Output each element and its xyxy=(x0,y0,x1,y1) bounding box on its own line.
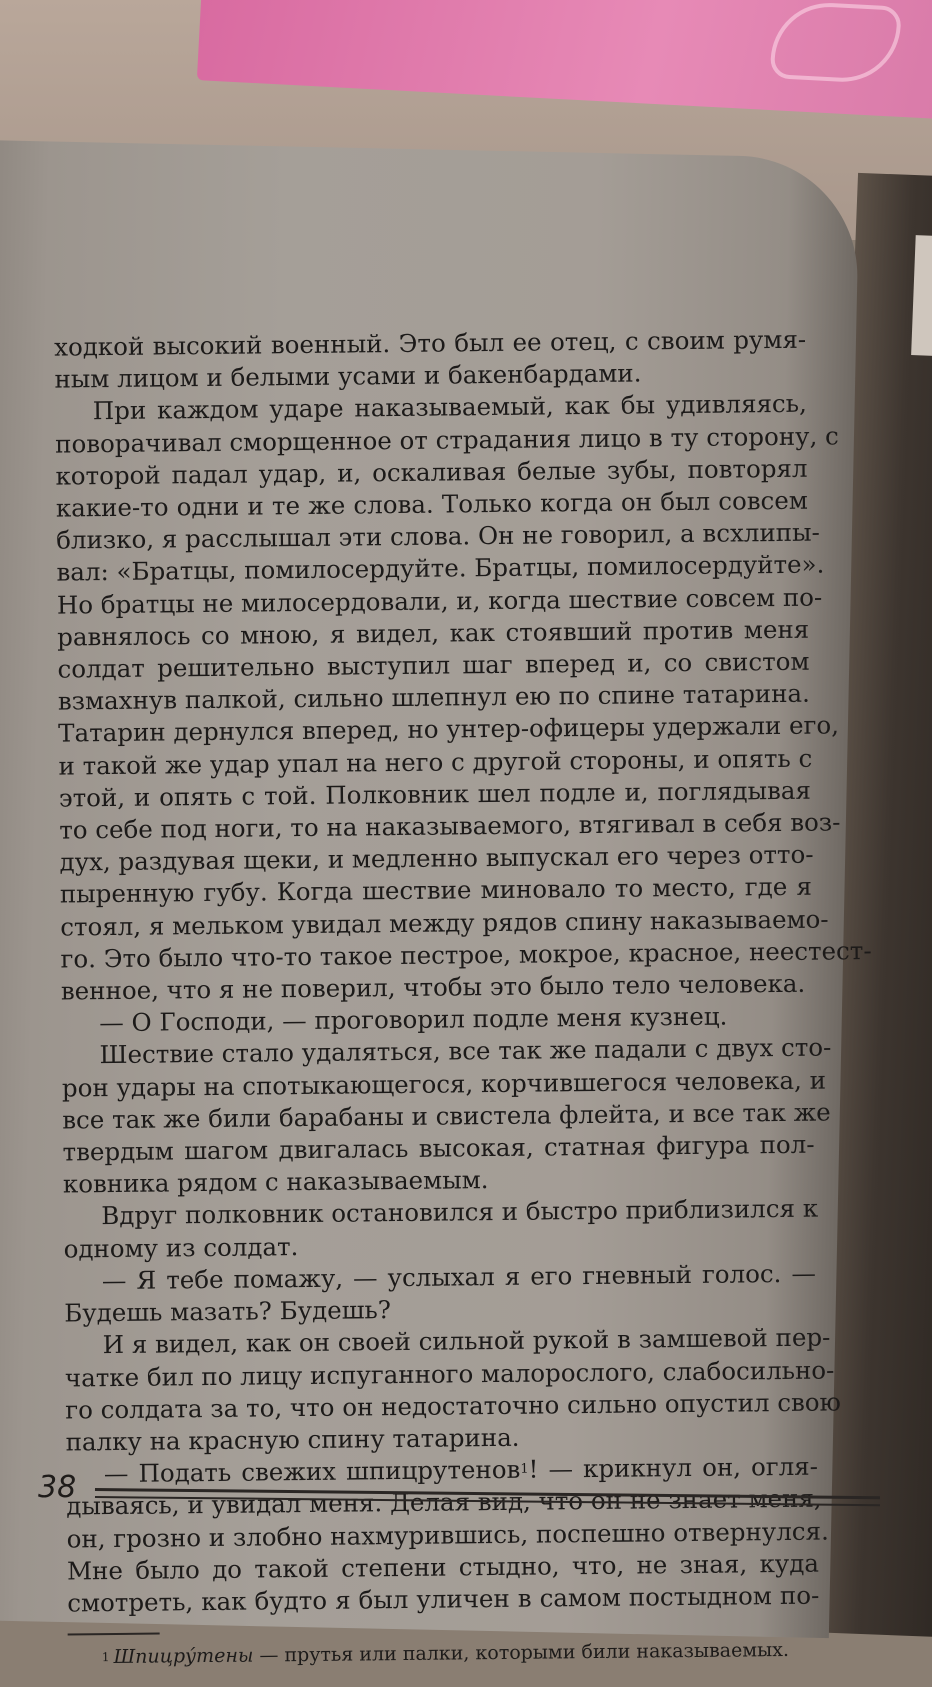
text-line: ковника рядом с наказываемым. xyxy=(62,1165,489,1199)
text-line: ным лицом и белыми усами и бакенбардами. xyxy=(54,358,642,394)
text-line: дух, раздувая щеки, и медленно выпускал его через отто- xyxy=(59,839,814,877)
text-line: вал: «Братцы, помилосердуйте. Братцы, помилосердуйте». xyxy=(56,549,825,587)
text-line: ходкой высокий военный. Это был ее отец, с своим румя- xyxy=(54,324,807,362)
text-line: рон удары на спотыкающегося, корчившегося человека, и xyxy=(61,1065,827,1103)
text-segment: — Подать свежих шпицрутенов xyxy=(103,1454,521,1489)
text-line: го солдата за то, что он недостаточно сильно опустил свою xyxy=(65,1387,842,1425)
footnote xyxy=(68,1638,820,1670)
text-line: — Я тебе помажу, — услыхал я его гневный голос. — xyxy=(101,1258,817,1296)
text-line: Будешь мазать? Будешь? xyxy=(64,1295,392,1328)
text-line: Шествие стало удаляться, все так же падали с двух сто- xyxy=(99,1032,832,1070)
book-page xyxy=(0,140,872,1669)
text-line: солдат решительно выступил шаг вперед и, со свистом xyxy=(57,646,810,684)
text-line: которой падал удар, и, оскаливая белые зубы, повторял xyxy=(55,453,808,491)
text-line: смотреть, как будто я был уличен в самом постыдном по- xyxy=(67,1580,820,1618)
text-line: стоял, я мельком увидал между рядов спину наказываемо- xyxy=(60,904,829,942)
text-segment: ! — крикнул он, огля- xyxy=(528,1451,819,1484)
text-line: Татарин дернулся вперед, но унтер-офицеры удержали его, xyxy=(58,710,840,749)
text-line: какие-то одни и те же слова. Только когда он был совсем xyxy=(55,485,808,523)
footnote-term: Шпицру́тены xyxy=(113,1644,254,1669)
text-line: го. Это было что-то такое пестрое, мокрое, красное, неестест- xyxy=(60,935,872,974)
text-line: Но братцы не милосердовали, и, когда шествие совсем по- xyxy=(56,582,823,620)
footnote-divider xyxy=(68,1633,160,1636)
text-line: Мне было до такой степени стыдно, что, не зная, куда xyxy=(66,1548,820,1586)
text-line: палку на красную спину татарина. xyxy=(65,1422,520,1457)
text-line: венное, что я не поверил, чтобы это было тело человека. xyxy=(60,968,806,1006)
text-line: одному из солдат. xyxy=(63,1231,299,1264)
text-line: взмахнув палкой, сильно шлепнул ею по спине татарина. xyxy=(57,678,810,716)
text-line: пыренную губу. Когда шествие миновало то место, где я xyxy=(59,872,813,910)
cover-decoration xyxy=(770,0,902,85)
text-line: то себе под ноги, то на наказываемого, втягивал в себя воз- xyxy=(59,807,841,845)
text-line: Вдруг полковник остановился и быстро приблизился к xyxy=(101,1194,819,1231)
text-line: И я видел, как он своей сильной рукой в замшевой пер- xyxy=(102,1322,831,1360)
footnote-text: — прутья или палки, которыми били наказываемых. xyxy=(253,1639,790,1667)
text-line: этой, и опять с той. Полковник шел подле и, поглядывая xyxy=(58,775,811,813)
text-line: При каждом ударе наказываемый, как бы удивляясь, xyxy=(92,389,807,426)
text-line: близко, я расслышал эти слова. Он не говорил, а всхлипы- xyxy=(56,517,820,555)
footnote-ref: 1 xyxy=(520,1461,529,1477)
text-line: и такой же удар упал на него с другой стороны, и опять с xyxy=(58,743,813,781)
adjacent-book-page xyxy=(911,235,932,357)
text-line: равнялось со мною, я видел, как стоявший против меня xyxy=(57,614,810,652)
text-line: все так же били барабаны и свистела флейта, и все так же xyxy=(62,1097,831,1135)
footnote-number: 1 xyxy=(101,1650,110,1665)
text-line: — О Господи, — проговорил подле меня кузнец. xyxy=(99,1001,728,1038)
text-line: он, грозно и злобно нахмурившись, поспешно отвернулся. xyxy=(66,1516,829,1554)
page-number: 38 xyxy=(38,1470,77,1505)
text-line: твердым шагом двигалась высокая, статная фигура пол- xyxy=(62,1129,815,1167)
text-line: поворачивал сморщенное от страдания лицо в ту сторону, с xyxy=(55,420,839,459)
page-text xyxy=(54,324,872,1670)
text-line: дываясь, и увидал меня. Делая вид, что он не знает меня, xyxy=(66,1483,822,1521)
text-line: чатке бил по лицу испуганного малорослого, слабосильно- xyxy=(64,1354,835,1393)
